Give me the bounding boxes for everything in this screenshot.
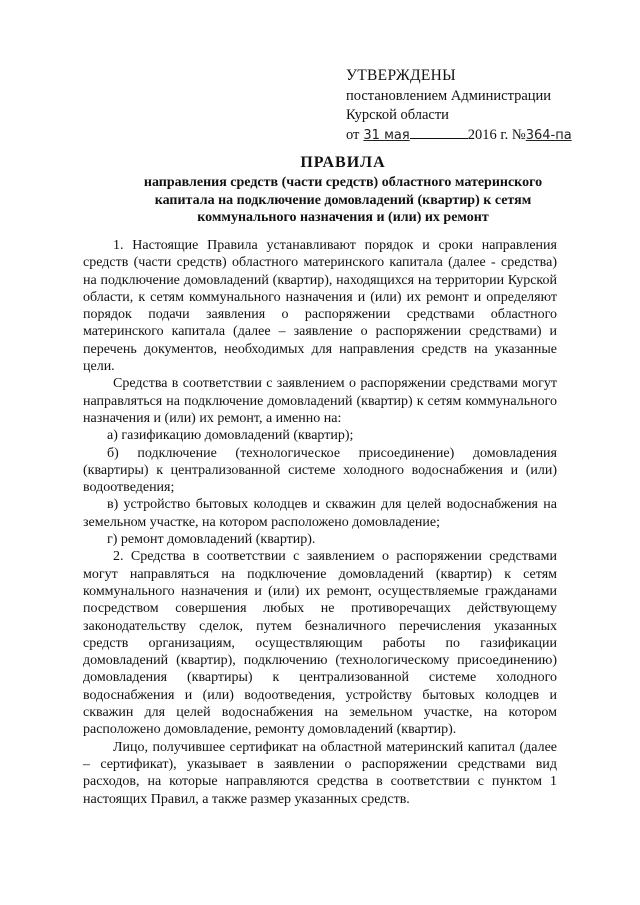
document-title: ПРАВИЛА bbox=[300, 154, 386, 171]
list-item-c: в) устройство бытовых колодцев и скважин для целей водоснабжения на земельном участке, на котором расположено домовладение; bbox=[83, 497, 557, 530]
paragraph-4: Лицо, получившее сертификат на областной материнский капитал (далее – сертификат), указывает в заявлении о распоряжении средствами вид расходов, на которые направляются средства в соответствии с пунктом 1 настоящих Правил, а также размер указанных средств. bbox=[83, 739, 557, 807]
document-heading bbox=[108, 152, 578, 227]
date-year: 2016 г. № bbox=[467, 127, 526, 143]
document-subtitle-line-3: коммунального назначения и (или) их ремонт bbox=[197, 210, 489, 225]
document-body bbox=[83, 237, 557, 808]
approval-line-1: постановлением Администрации bbox=[346, 88, 552, 104]
approval-date-line bbox=[346, 125, 606, 145]
approval-block bbox=[346, 66, 606, 145]
document-subtitle-line-2: капитала на подключение домовладений (квартир) к сетям bbox=[154, 192, 532, 208]
approval-title: УТВЕРЖДЕНЫ bbox=[346, 67, 456, 84]
paragraph-2: Средства в соответствии с заявлением о распоряжении средствами могут направляться на подключение домовладений (квартир) к сетям коммунального назначения и (или) их ремонт, а именно на: bbox=[83, 376, 557, 426]
list-item-d: г) ремонт домовладений (квартир). bbox=[107, 532, 316, 548]
date-prefix: от bbox=[346, 127, 360, 143]
list-item-a: а) газификацию домовладений (квартир); bbox=[107, 428, 354, 444]
approval-line-2: Курской области bbox=[346, 107, 449, 123]
paragraph-1: 1. Настоящие Правила устанавливают порядок и сроки направления средств (части средств) областного материнского капитала (далее - средства) на подключение домовладений (квартир), находящихся на территории Курской области, к сетям коммунального назначения и (или) их ремонт и определяют порядок подачи заявления о распоряжении средствами областного материнского капитала (далее – заявление о распоряжении средствами) и перечень документов, необходимых для направления средств на указанные цели. bbox=[83, 238, 557, 375]
date-day-month: 31 мая bbox=[363, 128, 410, 143]
document-subtitle-line-1: направления средств (части средств) областного материнского bbox=[143, 175, 543, 190]
date-blank-line bbox=[410, 125, 468, 139]
doc-number: 364-па bbox=[525, 128, 572, 143]
paragraph-3: 2. Средства в соответствии с заявлением о распоряжении средствами могут направляться на подключение домовладений (квартир) к сетям коммунального назначения и (или) их ремонт, осуществляемые гражданами посредством совершения любых не противоречащих действующему законодательству сделок, путем безналичного перечисления указанных средств организациям, осуществляющим работы по газификации домовладений (квартир), подключению (технологическому присоединению) домовладения (квартиры) к централизованной системе холодного водоснабжения и (или) водоотведения, устройству бытовых колодцев и скважин для целей водоснабжения на земельном участке, на котором расположено домовладение, ремонту домовладений (квартир). bbox=[83, 549, 557, 738]
list-item-b: б) подключение (технологическое присоединение) домовладения (квартиры) к централизованной системе холодного водоснабжения и (или) водоотведения; bbox=[83, 445, 557, 496]
